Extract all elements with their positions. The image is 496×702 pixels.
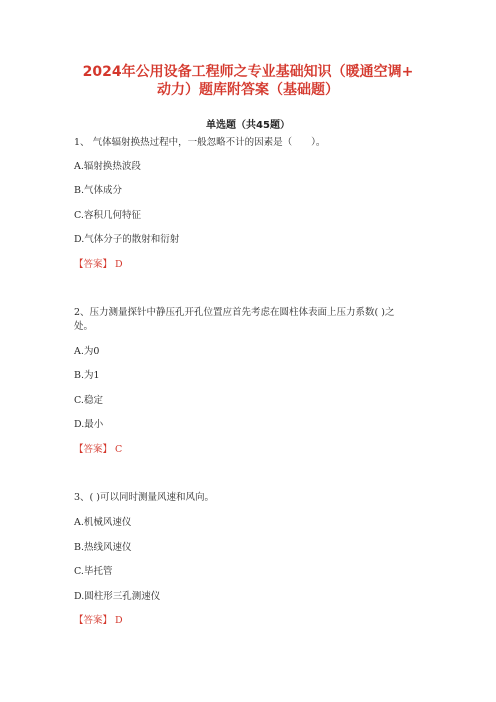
question-2-option-b: B.为1	[74, 370, 100, 381]
question-1-stem: 1、 气体辐射换热过程中，一般忽略不计的因素是（ ）。	[74, 137, 326, 148]
question-3-option-c: C.毕托管	[74, 566, 113, 577]
question-3-option-b: B.热线风速仪	[74, 542, 132, 553]
question-2-option-d: D.最小	[74, 419, 104, 430]
section-heading: 单选题（共45题）	[206, 120, 290, 131]
question-2-stem-line-1: 2、压力测量探针中静压孔开孔位置应首先考虑在圆柱体表面上压力系数( )之	[74, 307, 395, 318]
question-3-stem: 3、( )可以同时测量风速和风向。	[74, 492, 214, 503]
question-3-option-a: A.机械风速仪	[74, 517, 132, 528]
question-1-option-d: D.气体分子的散射和衍射	[74, 234, 180, 245]
question-2-stem-line-2: 处。	[74, 321, 94, 332]
question-1-option-a: A.辐射换热波段	[74, 161, 141, 172]
question-3-answer: 【答案】 D	[74, 615, 123, 626]
question-2-option-a: A.为0	[74, 346, 100, 357]
question-2-option-c: C.稳定	[74, 395, 103, 406]
question-1-answer: 【答案】 D	[74, 259, 123, 270]
question-1-option-c: C.容积几何特征	[74, 210, 141, 221]
question-2-answer: 【答案】 C	[74, 444, 123, 455]
question-1-option-b: B.气体成分	[74, 185, 123, 196]
document-title-line-1: 2024年公用设备工程师之专业基础知识（暖通空调+	[82, 64, 414, 80]
question-3-option-d: D.圆柱形三孔测速仪	[74, 591, 161, 602]
document-title-line-2: 动力）题库附答案（基础题）	[157, 82, 339, 98]
